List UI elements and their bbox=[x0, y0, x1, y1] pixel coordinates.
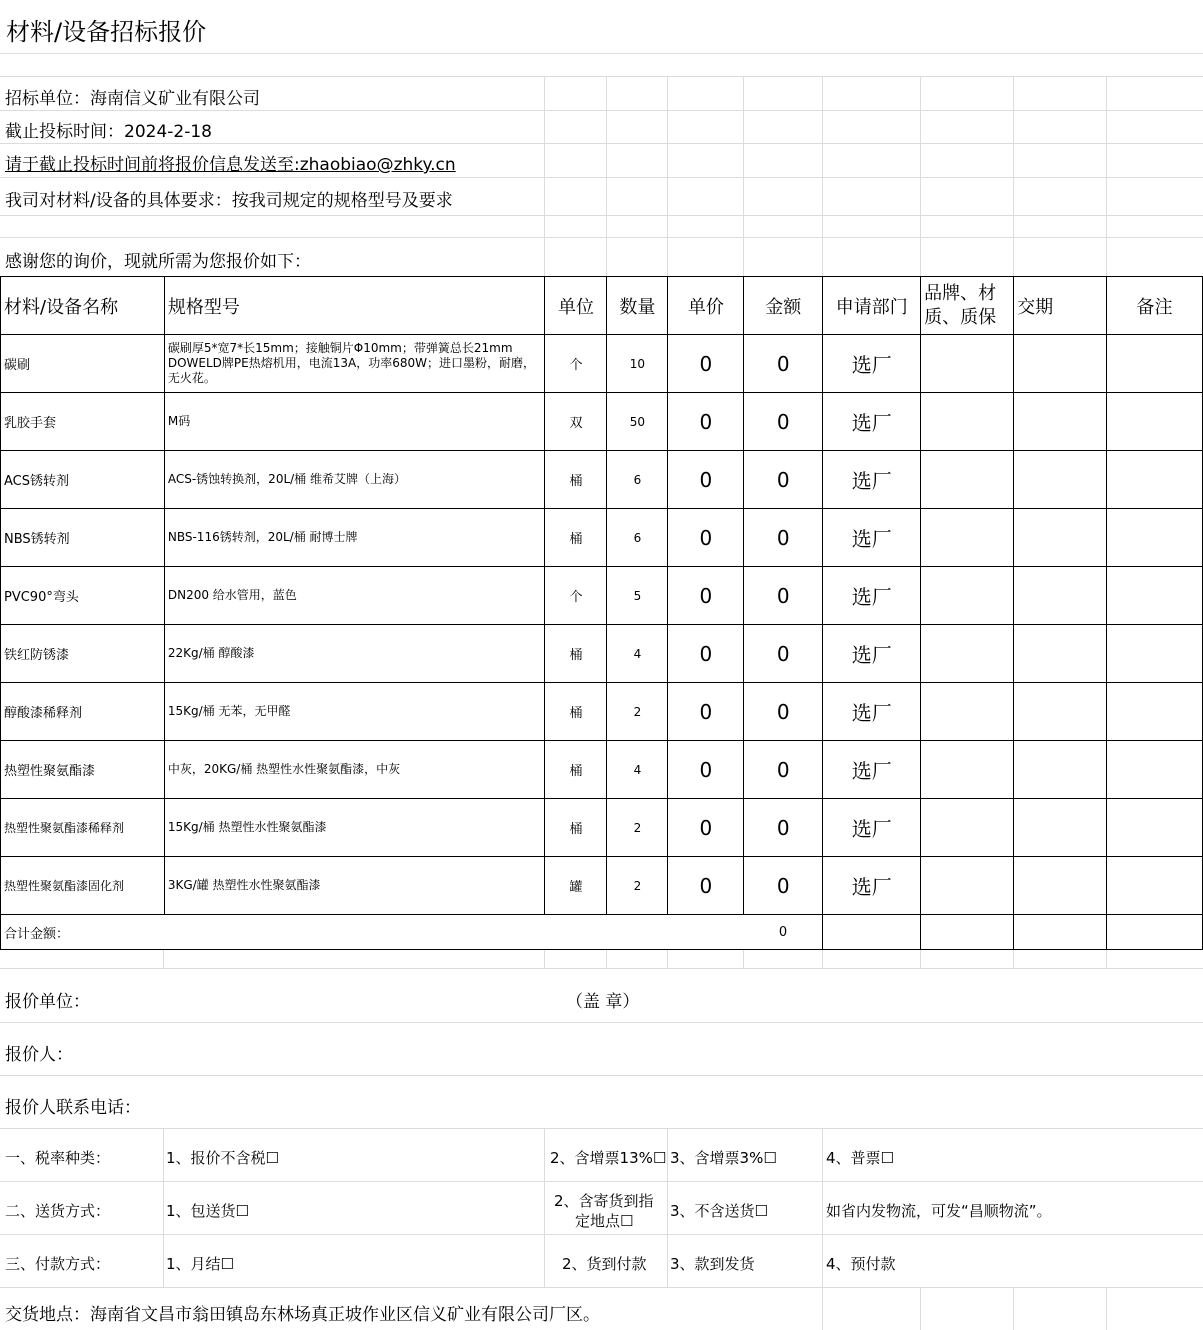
item-spec: M码 bbox=[164, 393, 545, 451]
item-price: 0 bbox=[668, 335, 744, 393]
item-price: 0 bbox=[668, 683, 744, 741]
gridline bbox=[0, 1022, 1203, 1023]
item-remark bbox=[1107, 509, 1203, 567]
item-spec: 中灰，20KG/桶 热塑性水性聚氨酯漆，中灰 bbox=[164, 741, 545, 799]
item-spec: 15Kg/桶 无苯，无甲醛 bbox=[164, 683, 545, 741]
gridline bbox=[1106, 76, 1107, 276]
tax-option-2[interactable]: 2、含增票13%☐ bbox=[550, 1149, 667, 1167]
gridline bbox=[0, 177, 1203, 178]
gridline bbox=[920, 950, 921, 968]
item-price: 0 bbox=[668, 451, 744, 509]
seal-label: （盖 章） bbox=[566, 992, 640, 1012]
item-unit: 桶 bbox=[545, 451, 607, 509]
item-spec: 碳刷厚5*宽7*长15mm；接触铜片Φ10mm；带弹簧总长21mm DOWELD牌PE热熔机用，电流13A，功率680W；进口墨粉，耐磨，无火花。 bbox=[164, 335, 545, 393]
gridline bbox=[0, 1287, 1203, 1288]
tax-option-4[interactable]: 4、普票☐ bbox=[826, 1149, 894, 1167]
item-amount: 0 bbox=[744, 857, 823, 915]
bid-unit: 招标单位：海南信义矿业有限公司 bbox=[5, 89, 260, 109]
tax-option-3[interactable]: 3、含增票3%☐ bbox=[670, 1149, 777, 1167]
item-dept: 选厂 bbox=[823, 509, 921, 567]
item-spec: 15Kg/桶 热塑性水性聚氨酯漆 bbox=[164, 799, 545, 857]
page-title: 材料/设备招标报价 bbox=[6, 18, 207, 46]
payment-option-3[interactable]: 3、款到发货 bbox=[670, 1255, 755, 1273]
gridline bbox=[667, 76, 668, 276]
header-delivery: 交期 bbox=[1014, 277, 1107, 335]
payment-option-2[interactable]: 2、货到付款 bbox=[562, 1255, 647, 1273]
item-spec: 3KG/罐 热塑性水性聚氨酯漆 bbox=[164, 857, 545, 915]
item-name: 醇酸漆稀释剂 bbox=[1, 683, 165, 741]
total-row bbox=[1, 915, 1203, 950]
gridline bbox=[920, 1287, 921, 1330]
table-row bbox=[1, 683, 1203, 741]
gridline bbox=[544, 950, 545, 968]
item-delivery bbox=[1014, 451, 1107, 509]
item-brand bbox=[921, 741, 1014, 799]
table-row bbox=[1, 509, 1203, 567]
gridline bbox=[822, 1287, 823, 1330]
item-unit: 桶 bbox=[545, 509, 607, 567]
item-remark bbox=[1107, 683, 1203, 741]
table-row bbox=[1, 335, 1203, 393]
item-name: 热塑性聚氨酯漆 bbox=[1, 741, 165, 799]
gridline bbox=[163, 950, 164, 968]
tax-label: 一、税率种类： bbox=[5, 1149, 111, 1167]
item-brand bbox=[921, 683, 1014, 741]
item-remark bbox=[1107, 393, 1203, 451]
quote-table bbox=[0, 276, 1203, 950]
quote-unit-label: 报价单位： bbox=[5, 992, 90, 1012]
thanks-text: 感谢您的询价，现就所需为您报价如下： bbox=[5, 252, 311, 272]
item-qty: 5 bbox=[607, 567, 668, 625]
gridline bbox=[743, 76, 744, 276]
delivery-option-1[interactable]: 1、包送货☐ bbox=[166, 1202, 249, 1220]
gridline bbox=[0, 143, 1203, 144]
gridline bbox=[0, 968, 1203, 969]
header-name: 材料/设备名称 bbox=[1, 277, 165, 335]
item-name: 乳胶手套 bbox=[1, 393, 165, 451]
item-qty: 2 bbox=[607, 857, 668, 915]
table-header-row bbox=[1, 277, 1203, 335]
delivery-label: 二、送货方式： bbox=[5, 1202, 111, 1220]
header-spec: 规格型号 bbox=[164, 277, 545, 335]
item-name: PVC90°弯头 bbox=[1, 567, 165, 625]
header-amount: 金额 bbox=[744, 277, 823, 335]
payment-label: 三、付款方式： bbox=[5, 1255, 111, 1273]
header-dept: 申请部门 bbox=[823, 277, 921, 335]
table-row bbox=[1, 857, 1203, 915]
item-qty: 2 bbox=[607, 683, 668, 741]
delivery-option-3[interactable]: 3、不含送货☐ bbox=[670, 1202, 768, 1220]
item-brand bbox=[921, 567, 1014, 625]
header-price: 单价 bbox=[668, 277, 744, 335]
gridline bbox=[743, 950, 744, 968]
gridline bbox=[606, 950, 607, 968]
item-unit: 桶 bbox=[545, 741, 607, 799]
item-name: ACS锈转剂 bbox=[1, 451, 165, 509]
total-value-cell bbox=[823, 915, 921, 950]
gridline bbox=[1013, 1287, 1014, 1330]
header-brand: 品牌、材质、质保 bbox=[921, 277, 1014, 335]
gridline bbox=[0, 76, 1203, 77]
gridline bbox=[544, 1128, 545, 1287]
tax-option-1[interactable]: 1、报价不含税☐ bbox=[166, 1149, 279, 1167]
item-brand bbox=[921, 857, 1014, 915]
item-remark bbox=[1107, 857, 1203, 915]
item-amount: 0 bbox=[744, 393, 823, 451]
payment-option-4[interactable]: 4、预付款 bbox=[826, 1255, 896, 1273]
item-qty: 10 bbox=[607, 335, 668, 393]
item-spec: NBS-116锈转剂，20L/桶 耐博士牌 bbox=[164, 509, 545, 567]
item-price: 0 bbox=[668, 393, 744, 451]
total-value: 0 bbox=[778, 925, 788, 940]
item-price: 0 bbox=[668, 625, 744, 683]
item-amount: 0 bbox=[744, 335, 823, 393]
item-price: 0 bbox=[668, 857, 744, 915]
item-remark bbox=[1107, 799, 1203, 857]
item-dept: 选厂 bbox=[823, 451, 921, 509]
header-qty: 数量 bbox=[607, 277, 668, 335]
delivery-address: 交货地点：海南省文昌市翁田镇岛东林场真正坡作业区信义矿业有限公司厂区。 bbox=[5, 1305, 600, 1325]
item-amount: 0 bbox=[744, 567, 823, 625]
phone-label: 报价人联系电话： bbox=[5, 1098, 141, 1118]
email-instruction[interactable]: 请于截止投标时间前将报价信息发送至:zhaobiao@zhky.cn bbox=[5, 155, 456, 175]
item-unit: 个 bbox=[545, 335, 607, 393]
gridline bbox=[0, 110, 1203, 111]
gridline bbox=[606, 76, 607, 276]
item-name: NBS锈转剂 bbox=[1, 509, 165, 567]
item-dept: 选厂 bbox=[823, 857, 921, 915]
item-delivery bbox=[1014, 567, 1107, 625]
item-qty: 4 bbox=[607, 625, 668, 683]
item-price: 0 bbox=[668, 741, 744, 799]
quoter-label: 报价人： bbox=[5, 1045, 73, 1065]
bid-deadline: 截止投标时间：2024-2-18 bbox=[5, 122, 212, 142]
gridline bbox=[0, 237, 1203, 238]
item-dept: 选厂 bbox=[823, 567, 921, 625]
item-unit: 桶 bbox=[545, 683, 607, 741]
gridline bbox=[0, 215, 1203, 216]
item-price: 0 bbox=[668, 799, 744, 857]
item-delivery bbox=[1014, 625, 1107, 683]
gridline bbox=[1013, 76, 1014, 276]
item-qty: 6 bbox=[607, 451, 668, 509]
item-brand bbox=[921, 625, 1014, 683]
table-row bbox=[1, 393, 1203, 451]
item-name: 碳刷 bbox=[1, 335, 165, 393]
gridline bbox=[1106, 1287, 1107, 1330]
delivery-option-2-line1[interactable]: 2、含寄货到指 bbox=[554, 1192, 654, 1210]
item-name: 铁红防锈漆 bbox=[1, 625, 165, 683]
gridline bbox=[544, 76, 545, 276]
gridline bbox=[667, 1128, 668, 1287]
item-amount: 0 bbox=[744, 451, 823, 509]
table-row bbox=[1, 567, 1203, 625]
item-brand bbox=[921, 393, 1014, 451]
item-spec: DN200 给水管用，蓝色 bbox=[164, 567, 545, 625]
item-delivery bbox=[1014, 393, 1107, 451]
gridline bbox=[0, 53, 1203, 54]
table-row bbox=[1, 451, 1203, 509]
header-remark: 备注 bbox=[1107, 277, 1203, 335]
item-brand bbox=[921, 451, 1014, 509]
table-row bbox=[1, 625, 1203, 683]
item-amount: 0 bbox=[744, 625, 823, 683]
item-price: 0 bbox=[668, 509, 744, 567]
item-spec: 22Kg/桶 醇酸漆 bbox=[164, 625, 545, 683]
delivery-note: 如省内发物流，可发“昌顺物流”。 bbox=[826, 1202, 1052, 1220]
gridline bbox=[1106, 950, 1107, 968]
payment-option-1[interactable]: 1、月结☐ bbox=[166, 1255, 234, 1273]
gridline bbox=[822, 76, 823, 276]
gridline bbox=[920, 76, 921, 276]
gridline bbox=[0, 1128, 1203, 1129]
requirement-text: 我司对材料/设备的具体要求：按我司规定的规格型号及要求 bbox=[5, 191, 453, 211]
gridline bbox=[0, 1234, 1203, 1235]
item-delivery bbox=[1014, 741, 1107, 799]
item-spec: ACS-锈蚀转换剂，20L/桶 维希艾牌（上海） bbox=[164, 451, 545, 509]
item-unit: 桶 bbox=[545, 799, 607, 857]
header-unit: 单位 bbox=[545, 277, 607, 335]
item-remark bbox=[1107, 335, 1203, 393]
item-dept: 选厂 bbox=[823, 799, 921, 857]
item-dept: 选厂 bbox=[823, 741, 921, 799]
gridline bbox=[0, 1075, 1203, 1076]
item-unit: 桶 bbox=[545, 625, 607, 683]
gridline bbox=[822, 1128, 823, 1287]
item-delivery bbox=[1014, 683, 1107, 741]
item-remark bbox=[1107, 567, 1203, 625]
item-qty: 2 bbox=[607, 799, 668, 857]
item-remark bbox=[1107, 625, 1203, 683]
item-brand bbox=[921, 799, 1014, 857]
item-dept: 选厂 bbox=[823, 335, 921, 393]
item-amount: 0 bbox=[744, 741, 823, 799]
table-row bbox=[1, 741, 1203, 799]
total-label: 合计金额： bbox=[1, 915, 823, 950]
item-qty: 50 bbox=[607, 393, 668, 451]
item-qty: 4 bbox=[607, 741, 668, 799]
item-dept: 选厂 bbox=[823, 393, 921, 451]
item-remark bbox=[1107, 741, 1203, 799]
gridline bbox=[163, 1128, 164, 1287]
item-dept: 选厂 bbox=[823, 625, 921, 683]
item-remark bbox=[1107, 451, 1203, 509]
item-amount: 0 bbox=[744, 683, 823, 741]
item-unit: 双 bbox=[545, 393, 607, 451]
table-row bbox=[1, 799, 1203, 857]
item-unit: 罐 bbox=[545, 857, 607, 915]
item-qty: 6 bbox=[607, 509, 668, 567]
gridline bbox=[822, 950, 823, 968]
item-brand bbox=[921, 335, 1014, 393]
item-name: 热塑性聚氨酯漆固化剂 bbox=[1, 857, 165, 915]
item-amount: 0 bbox=[744, 509, 823, 567]
gridline bbox=[667, 950, 668, 968]
gridline bbox=[0, 1181, 1203, 1182]
item-dept: 选厂 bbox=[823, 683, 921, 741]
item-unit: 个 bbox=[545, 567, 607, 625]
item-name: 热塑性聚氨酯漆稀释剂 bbox=[1, 799, 165, 857]
item-delivery bbox=[1014, 335, 1107, 393]
item-brand bbox=[921, 509, 1014, 567]
item-amount: 0 bbox=[744, 799, 823, 857]
item-price: 0 bbox=[668, 567, 744, 625]
item-delivery bbox=[1014, 509, 1107, 567]
item-delivery bbox=[1014, 799, 1107, 857]
gridline bbox=[1013, 950, 1014, 968]
item-delivery bbox=[1014, 857, 1107, 915]
delivery-option-2-line2[interactable]: 定地点☐ bbox=[575, 1212, 634, 1230]
